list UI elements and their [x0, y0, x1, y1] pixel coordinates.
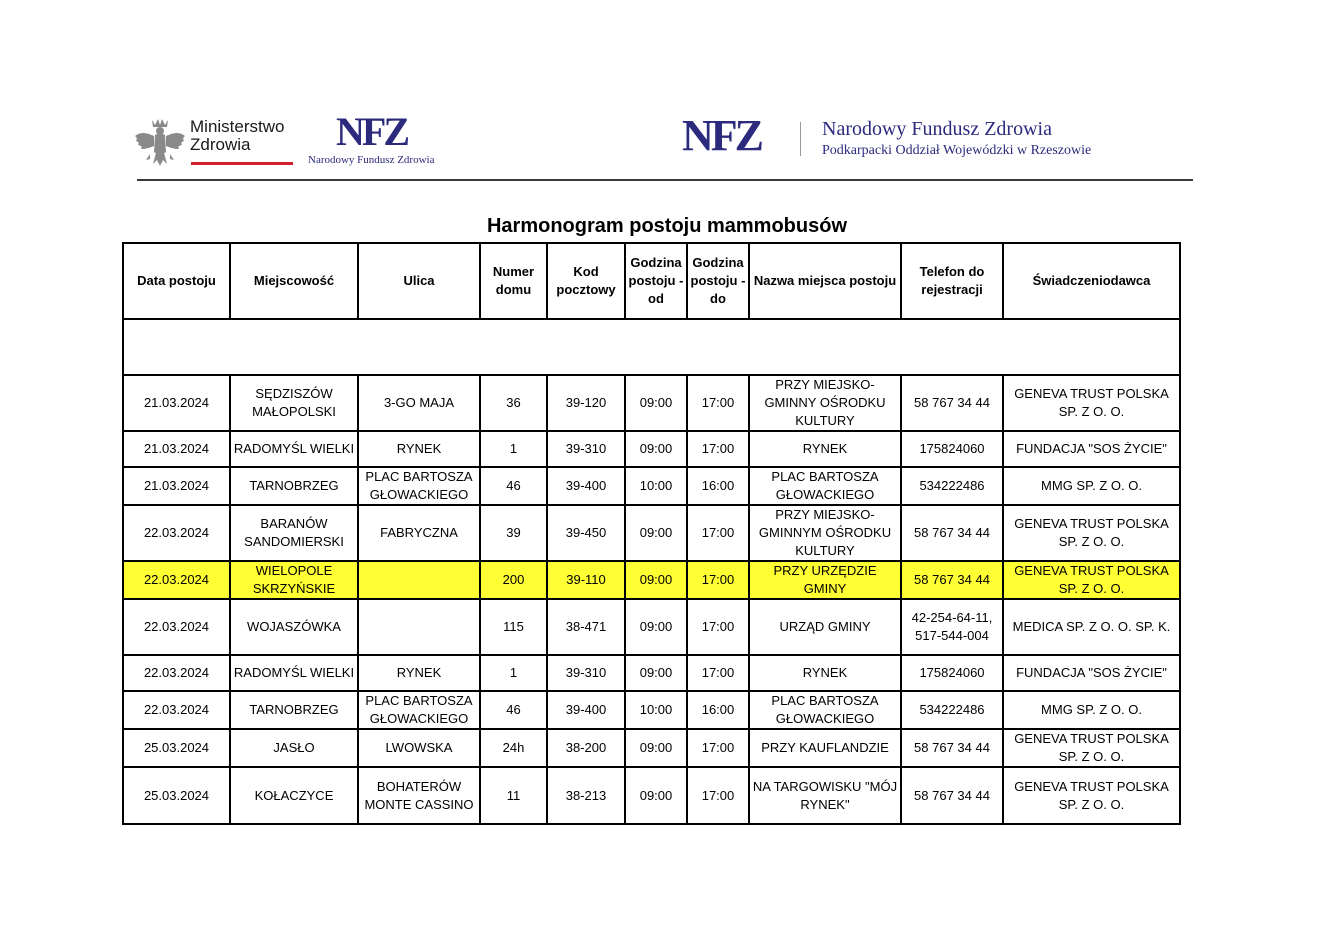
cell-hour-from: 09:00	[625, 729, 687, 767]
table-row	[123, 729, 1180, 767]
cell-phone: 58 767 34 44	[901, 767, 1003, 824]
cell-hour-to: 17:00	[687, 561, 749, 599]
table-row	[123, 599, 1180, 655]
cell-street: RYNEK	[358, 655, 480, 691]
cell-street	[358, 599, 480, 655]
cell-street: 3-GO MAJA	[358, 375, 480, 431]
cell-place-name: PRZY URZĘDZIE GMINY	[749, 561, 901, 599]
cell-date: 22.03.2024	[123, 561, 230, 599]
cell-postal-code: 38-213	[547, 767, 625, 824]
ministry-name	[190, 118, 284, 154]
cell-provider: MMG SP. Z O. O.	[1003, 467, 1180, 505]
nfz-mark-big: NFZ	[682, 111, 761, 160]
table-row	[123, 655, 1180, 691]
cell-postal-code: 39-310	[547, 431, 625, 467]
cell-hour-from: 09:00	[625, 599, 687, 655]
cell-hour-to: 17:00	[687, 505, 749, 561]
ministry-red-bar	[191, 162, 293, 165]
cell-city: SĘDZISZÓW MAŁOPOLSKI	[230, 375, 358, 431]
header-gap-cell	[123, 319, 1180, 375]
cell-postal-code: 39-450	[547, 505, 625, 561]
page-title: Harmonogram postoju mammobusów	[486, 215, 848, 237]
cell-place-name: PRZY KAUFLANDZIE	[749, 729, 901, 767]
cell-postal-code: 39-400	[547, 691, 625, 729]
cell-city: KOŁACZYCE	[230, 767, 358, 824]
cell-street: LWOWSKA	[358, 729, 480, 767]
header-divider	[137, 179, 1193, 181]
cell-hour-to: 17:00	[687, 431, 749, 467]
column-header-street: Ulica	[358, 243, 480, 319]
cell-provider: GENEVA TRUST POLSKA SP. Z O. O.	[1003, 505, 1180, 561]
table-row	[123, 691, 1180, 729]
cell-place-name: PLAC BARTOSZA GŁOWACKIEGO	[749, 691, 901, 729]
cell-date: 21.03.2024	[123, 467, 230, 505]
cell-city: WIELOPOLE SKRZYŃSKIE	[230, 561, 358, 599]
cell-place-name: RYNEK	[749, 431, 901, 467]
cell-street: PLAC BARTOSZA GŁOWACKIEGO	[358, 467, 480, 505]
cell-house-number: 11	[480, 767, 547, 824]
cell-postal-code: 39-310	[547, 655, 625, 691]
cell-postal-code: 38-471	[547, 599, 625, 655]
cell-hour-from: 10:00	[625, 691, 687, 729]
cell-phone: 58 767 34 44	[901, 375, 1003, 431]
cell-house-number: 1	[480, 431, 547, 467]
cell-hour-from: 10:00	[625, 467, 687, 505]
table-row	[123, 767, 1180, 824]
column-header-hour-to: Godzina postoju - do	[687, 243, 749, 319]
nfz-branch: Podkarpacki Oddział Wojewódzki w Rzeszowie	[822, 143, 1092, 158]
cell-provider: GENEVA TRUST POLSKA SP. Z O. O.	[1003, 767, 1180, 824]
nfz-sub-small: Narodowy Fundusz Zdrowia	[308, 154, 435, 166]
cell-provider: MEDICA SP. Z O. O. SP. K.	[1003, 599, 1180, 655]
cell-hour-from: 09:00	[625, 655, 687, 691]
cell-city: BARANÓW SANDOMIERSKI	[230, 505, 358, 561]
cell-provider: FUNDACJA "SOS ŻYCIE"	[1003, 655, 1180, 691]
cell-phone: 175824060	[901, 655, 1003, 691]
cell-hour-from: 09:00	[625, 431, 687, 467]
cell-phone: 42-254-64-11, 517-544-004	[901, 599, 1003, 655]
table-row	[123, 467, 1180, 505]
cell-hour-from: 09:00	[625, 375, 687, 431]
nfz-logo-small	[308, 109, 458, 170]
cell-postal-code: 39-110	[547, 561, 625, 599]
nfz-mark-small: NFZ	[336, 109, 407, 154]
ministry-line2: Zdrowia	[190, 135, 251, 154]
cell-street: BOHATERÓW MONTE CASSINO	[358, 767, 480, 824]
ministry-line1: Ministerstwo	[190, 117, 285, 136]
cell-city: TARNOBRZEG	[230, 467, 358, 505]
cell-city: WOJASZÓWKA	[230, 599, 358, 655]
cell-phone: 534222486	[901, 467, 1003, 505]
cell-postal-code: 38-200	[547, 729, 625, 767]
column-header-place-name: Nazwa miejsca postoju	[749, 243, 901, 319]
cell-date: 25.03.2024	[123, 729, 230, 767]
nfz-name: Narodowy Fundusz Zdrowia	[822, 118, 1052, 140]
cell-phone: 58 767 34 44	[901, 505, 1003, 561]
cell-hour-from: 09:00	[625, 767, 687, 824]
eagle-emblem-icon	[132, 116, 188, 170]
cell-place-name: RYNEK	[749, 655, 901, 691]
cell-street: PLAC BARTOSZA GŁOWACKIEGO	[358, 691, 480, 729]
cell-city: RADOMYŚL WIELKI	[230, 655, 358, 691]
cell-hour-to: 17:00	[687, 767, 749, 824]
column-header-phone: Telefon do rejestracji	[901, 243, 1003, 319]
cell-place-name: PRZY MIEJSKO-GMINNY OŚRODKU KULTURY	[749, 375, 901, 431]
cell-provider: MMG SP. Z O. O.	[1003, 691, 1180, 729]
cell-provider: GENEVA TRUST POLSKA SP. Z O. O.	[1003, 375, 1180, 431]
cell-house-number: 46	[480, 691, 547, 729]
cell-provider: GENEVA TRUST POLSKA SP. Z O. O.	[1003, 561, 1180, 599]
cell-date: 25.03.2024	[123, 767, 230, 824]
cell-place-name: URZĄD GMINY	[749, 599, 901, 655]
cell-date: 22.03.2024	[123, 691, 230, 729]
cell-hour-to: 17:00	[687, 729, 749, 767]
table-header-row	[123, 243, 1180, 319]
cell-hour-to: 17:00	[687, 655, 749, 691]
ministry-logo	[132, 112, 302, 170]
cell-provider: GENEVA TRUST POLSKA SP. Z O. O.	[1003, 729, 1180, 767]
column-header-house-number: Numer domu	[480, 243, 547, 319]
cell-phone: 175824060	[901, 431, 1003, 467]
table-row	[123, 375, 1180, 431]
cell-date: 21.03.2024	[123, 375, 230, 431]
schedule-table	[122, 242, 1181, 825]
cell-house-number: 1	[480, 655, 547, 691]
nfz-logo-regional	[682, 112, 1152, 162]
cell-hour-from: 09:00	[625, 505, 687, 561]
cell-house-number: 24h	[480, 729, 547, 767]
cell-phone: 58 767 34 44	[901, 561, 1003, 599]
table-row	[123, 505, 1180, 561]
cell-provider: FUNDACJA "SOS ŻYCIE"	[1003, 431, 1180, 467]
cell-house-number: 200	[480, 561, 547, 599]
cell-house-number: 36	[480, 375, 547, 431]
cell-house-number: 39	[480, 505, 547, 561]
cell-hour-to: 16:00	[687, 691, 749, 729]
table-body	[123, 319, 1180, 824]
cell-phone: 534222486	[901, 691, 1003, 729]
cell-date: 21.03.2024	[123, 431, 230, 467]
cell-hour-to: 17:00	[687, 375, 749, 431]
column-header-date: Data postoju	[123, 243, 230, 319]
cell-place-name: PLAC BARTOSZA GŁOWACKIEGO	[749, 467, 901, 505]
cell-date: 22.03.2024	[123, 505, 230, 561]
cell-date: 22.03.2024	[123, 599, 230, 655]
cell-house-number: 46	[480, 467, 547, 505]
table-row	[123, 561, 1180, 599]
cell-house-number: 115	[480, 599, 547, 655]
cell-hour-to: 16:00	[687, 467, 749, 505]
cell-street: RYNEK	[358, 431, 480, 467]
cell-hour-to: 17:00	[687, 599, 749, 655]
header-gap	[123, 319, 1180, 375]
cell-phone: 58 767 34 44	[901, 729, 1003, 767]
cell-street	[358, 561, 480, 599]
cell-hour-from: 09:00	[625, 561, 687, 599]
cell-city: JASŁO	[230, 729, 358, 767]
nfz-separator	[800, 122, 801, 156]
cell-place-name: PRZY MIEJSKO-GMINNYM OŚRODKU KULTURY	[749, 505, 901, 561]
cell-postal-code: 39-120	[547, 375, 625, 431]
cell-street: FABRYCZNA	[358, 505, 480, 561]
column-header-postal-code: Kod pocztowy	[547, 243, 625, 319]
cell-city: RADOMYŚL WIELKI	[230, 431, 358, 467]
cell-date: 22.03.2024	[123, 655, 230, 691]
column-header-city: Miejscowość	[230, 243, 358, 319]
cell-place-name: NA TARGOWISKU "MÓJ RYNEK"	[749, 767, 901, 824]
table-row	[123, 431, 1180, 467]
cell-postal-code: 39-400	[547, 467, 625, 505]
column-header-hour-from: Godzina postoju - od	[625, 243, 687, 319]
column-header-provider: Świadczeniodawca	[1003, 243, 1180, 319]
cell-city: TARNOBRZEG	[230, 691, 358, 729]
